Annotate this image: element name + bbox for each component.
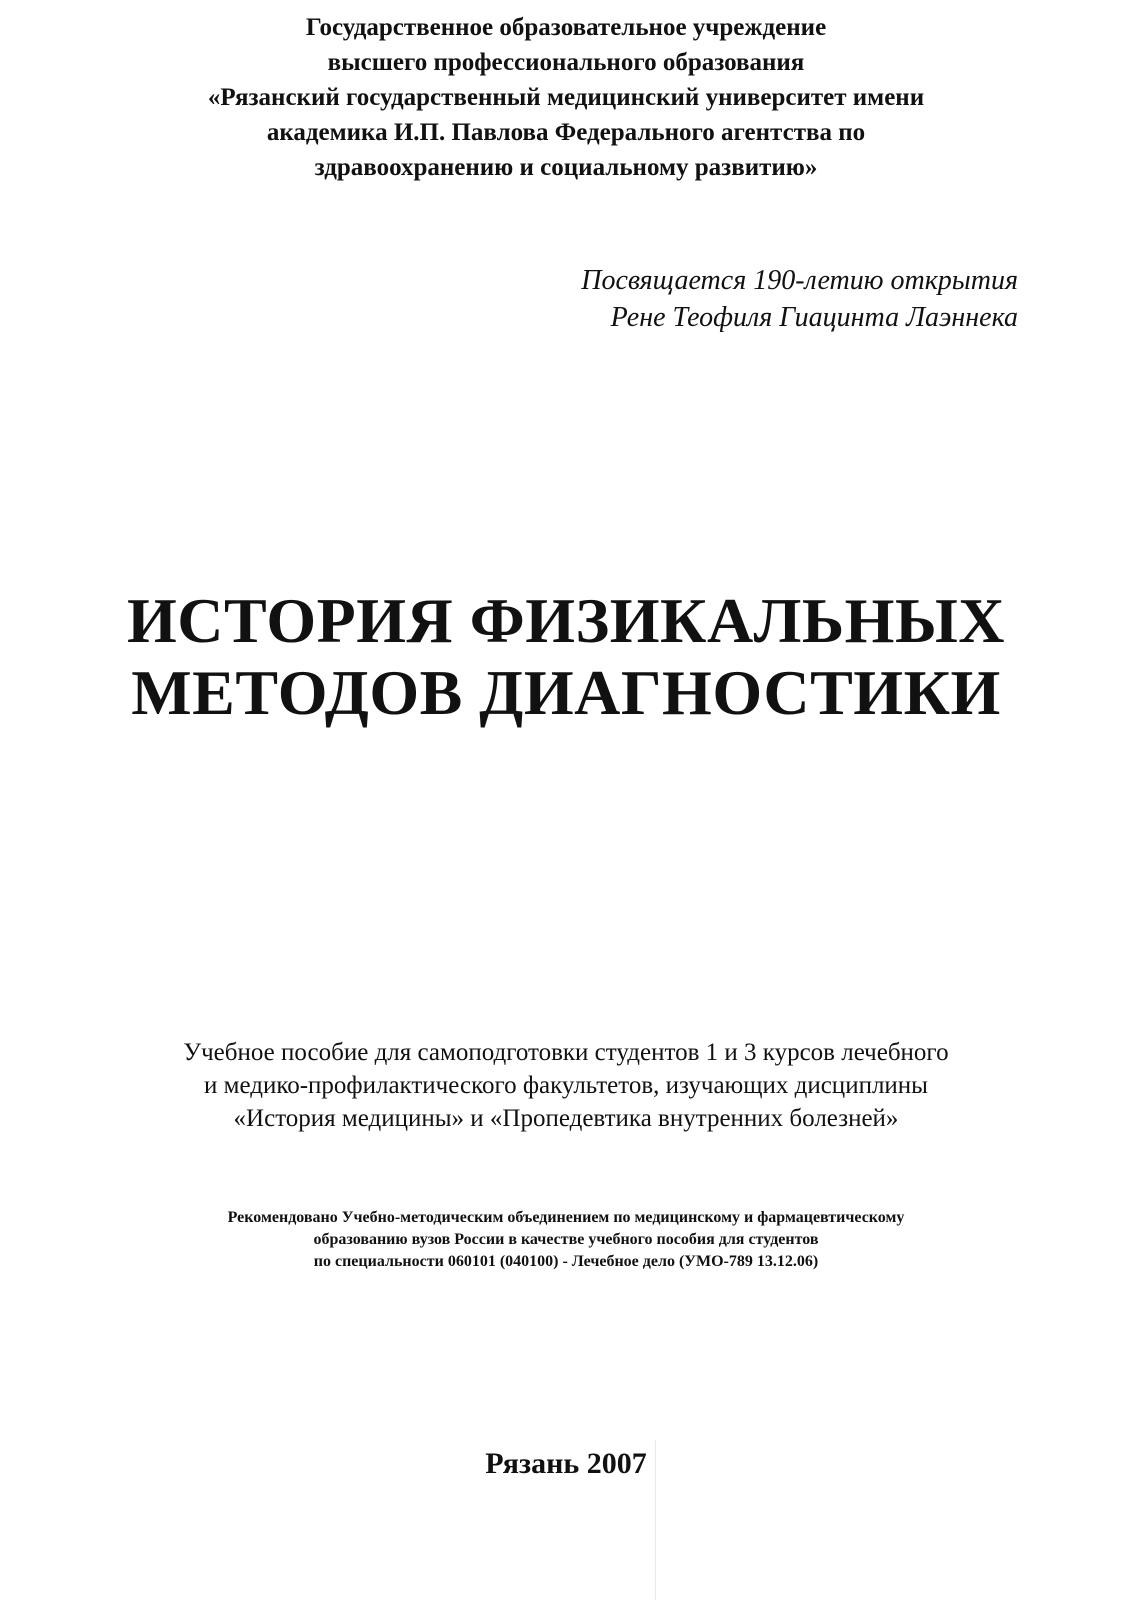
recommendation-line: по специальности 060101 (040100) - Лечебное дело (УМО-789 13.12.06) xyxy=(313,1253,819,1270)
book-title xyxy=(60,585,1072,729)
recommendation-line: Рекомендовано Учебно-методическим объединением по медицинскому и фармацевтическому xyxy=(227,1209,905,1226)
dedication xyxy=(581,262,1018,336)
institution-line: здравоохранению и социальному развитию» xyxy=(314,154,818,181)
imprint-city-year: Рязань 2007 xyxy=(485,1447,647,1480)
institution-header xyxy=(60,10,1072,185)
description-line: Учебное пособие для самоподготовки студентов 1 и 3 курсов лечебного xyxy=(183,1039,949,1066)
book-description xyxy=(60,1036,1072,1135)
description-line: «История медицины» и «Пропедевтика внутренних болезней» xyxy=(233,1105,899,1132)
book-title-line: ИСТОРИЯ ФИЗИКАЛЬНЫХ xyxy=(127,585,1005,656)
institution-line: академика И.П. Павлова Федерального агентства по xyxy=(266,119,866,146)
description-line: и медико-профилактического факультетов, изучающих дисциплины xyxy=(204,1072,928,1099)
recommendation-line: образованию вузов России в качестве учебного пособия для студентов xyxy=(313,1231,819,1248)
recommendation-note xyxy=(60,1207,1072,1273)
institution-line: «Рязанский государственный медицинский университет имени xyxy=(207,84,925,111)
dedication-line: Рене Теофиля Гиацинта Лаэннека xyxy=(610,302,1018,333)
institution-line: Государственное образовательное учреждение xyxy=(305,14,827,41)
dedication-line: Посвящается 190-летию открытия xyxy=(581,265,1018,296)
institution-line: высшего профессионального образования xyxy=(327,49,805,76)
book-title-line: МЕТОДОВ ДИАГНОСТИКИ xyxy=(131,657,1001,728)
